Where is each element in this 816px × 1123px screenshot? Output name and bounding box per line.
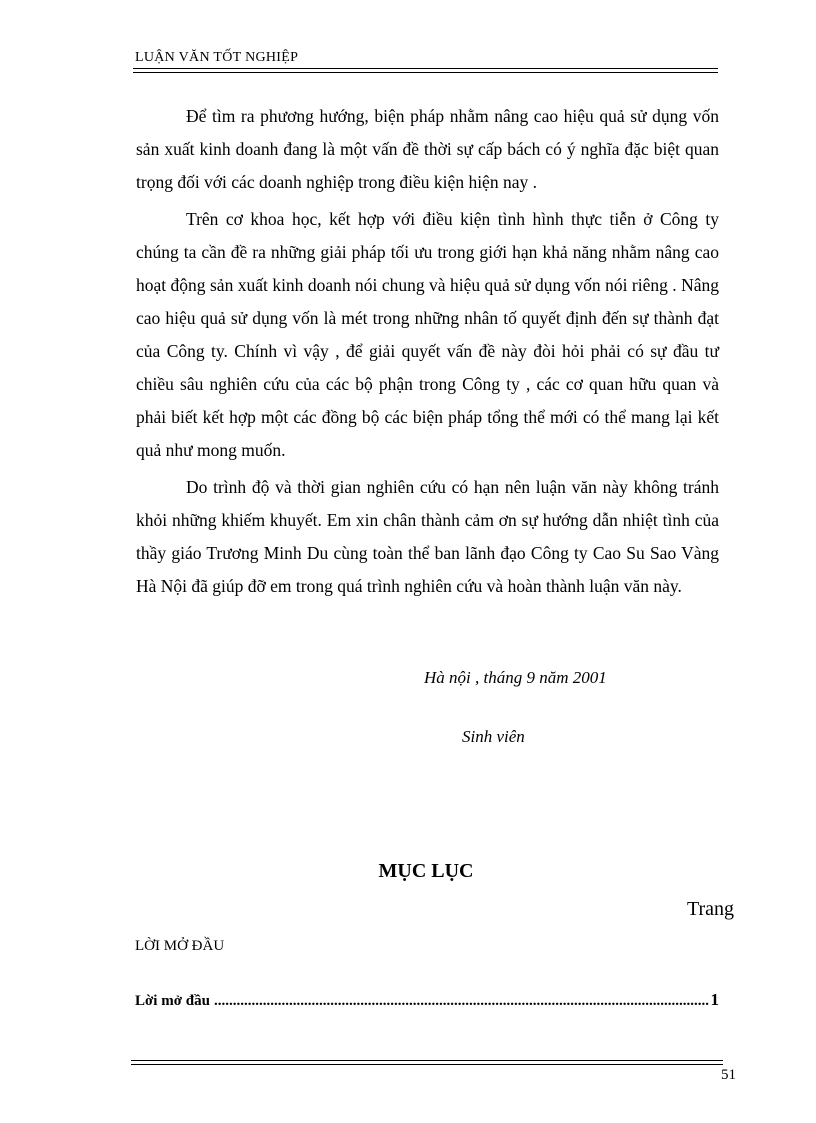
toc-title: MỤC LỤC bbox=[378, 860, 474, 882]
running-header-title: LUẬN VĂN TỐT NGHIỆP bbox=[135, 50, 299, 65]
signature-date: Hà nội , tháng 9 năm 2001 bbox=[424, 668, 607, 687]
toc-entry bbox=[135, 990, 719, 1010]
toc-page-label: Trang bbox=[686, 898, 734, 920]
toc-entry-label: Lời mở đầu bbox=[135, 993, 210, 1009]
toc-section-heading: LỜI MỞ ĐẦU bbox=[135, 938, 225, 954]
paragraph: Để tìm ra phương hướng, biện pháp nhằm nâng cao hiệu quả sử dụng vốn sản xuất kinh doanh đang là một vấn đề thời sự cấp bách có ý nghĩa đặc biệt quan trọng đối với các doanh nghiệp trong điều kiện hiện nay . bbox=[136, 106, 719, 192]
paragraph: Do trình độ và thời gian nghiên cứu có hạn nên luận văn này không tránh khỏi những khiếm khuyết. Em xin chân thành cảm ơn sự hướng dẫn nhiệt tình của thầy giáo Trương Minh Du cùng toàn thể ban lãnh đạo Công ty Cao Su Sao Vàng Hà Nội đã giúp đỡ em trong quá trình nghiên cứu và hoàn thành luận văn này. bbox=[136, 477, 719, 596]
body-text bbox=[136, 100, 719, 607]
signature-role: Sinh viên bbox=[462, 727, 525, 746]
paragraph: Trên cơ khoa học, kết hợp với điều kiện tình hình thực tiễn ở Công ty chúng ta cần đề ra những giải pháp tối ưu trong giới hạn khả năng nhằm nâng cao hoạt động sản xuất kinh doanh nói chung và hiệu quả sử dụng vốn nói riêng . Nâng cao hiệu quả sử dụng vốn là mét trong những nhân tố quyết định đến sự thành đạt của Công ty. Chính vì vậy , để giải quyết vấn đề này đòi hỏi phải có sự đầu tư chiều sâu nghiên cứu của các bộ phận trong Công ty , các cơ quan hữu quan và phải biết kết hợp một các đồng bộ các biện pháp tổng thể mới có thể mang lại kết quả như mong muốn. bbox=[136, 209, 719, 460]
page-number: 51 bbox=[721, 1067, 736, 1083]
toc-dot-leader bbox=[214, 993, 709, 1010]
footer-double-rule bbox=[131, 1060, 723, 1065]
toc-entry-page: 1 bbox=[710, 990, 719, 1009]
header-double-rule bbox=[133, 68, 718, 73]
